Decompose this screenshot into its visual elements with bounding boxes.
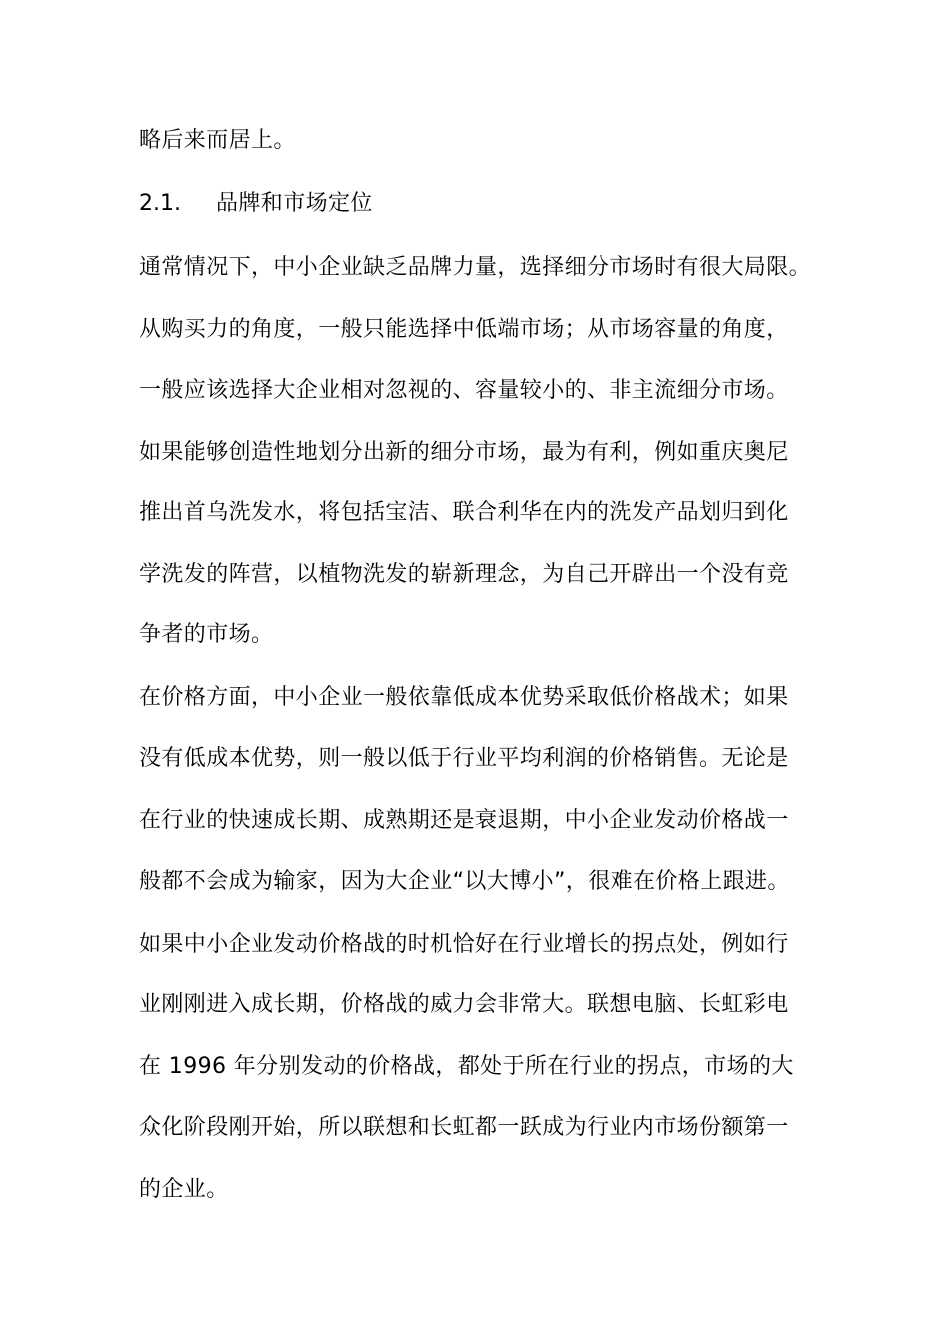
paragraph-line: 如果能够创造性地划分出新的细分市场，最为有利，例如重庆奥尼 bbox=[139, 440, 789, 465]
paragraph-line: 众化阶段刚开始，所以联想和长虹都一跃成为行业内市场份额第一 bbox=[139, 1115, 789, 1140]
paragraph-line: 在价格方面，中小企业一般依靠低成本优势采取低价格战术；如果 bbox=[139, 685, 789, 710]
paragraph-line: 一般应该选择大企业相对忽视的、容量较小的、非主流细分市场。 bbox=[139, 378, 789, 403]
paragraph-line: 学洗发的阵营，以植物洗发的崭新理念，为自己开辟出一个没有竞 bbox=[139, 562, 789, 587]
paragraph-line: 般都不会成为输家，因为大企业“以大博小”，很难在价格上跟进。 bbox=[139, 869, 790, 894]
section-number: 2.1. bbox=[139, 191, 181, 216]
paragraph-line: 从购买力的角度，一般只能选择中低端市场；从市场容量的角度， bbox=[139, 317, 789, 342]
continuation-line: 略后来而居上。 bbox=[139, 128, 296, 153]
paragraph-line: 通常情况下，中小企业缺乏品牌力量，选择细分市场时有很大局限。 bbox=[139, 255, 812, 280]
paragraph-line: 在 1996 年分别发动的价格战，都处于所在行业的拐点，市场的大 bbox=[139, 1054, 794, 1079]
paragraph-line: 业刚刚进入成长期，价格战的威力会非常大。联想电脑、长虹彩电 bbox=[139, 992, 789, 1017]
section-title: 品牌和市场定位 bbox=[216, 191, 373, 216]
paragraph-line: 的企业。 bbox=[139, 1177, 229, 1202]
paragraph-line: 如果中小企业发动价格战的时机恰好在行业增长的拐点处，例如行 bbox=[139, 932, 789, 957]
paragraph-line: 在行业的快速成长期、成熟期还是衰退期，中小企业发动价格战一 bbox=[139, 808, 789, 833]
paragraph-line: 没有低成本优势，则一般以低于行业平均利润的价格销售。无论是 bbox=[139, 746, 789, 771]
paragraph-line: 争者的市场。 bbox=[139, 622, 274, 647]
paragraph-line: 推出首乌洗发水，将包括宝洁、联合利华在内的洗发产品划归到化 bbox=[139, 500, 789, 525]
